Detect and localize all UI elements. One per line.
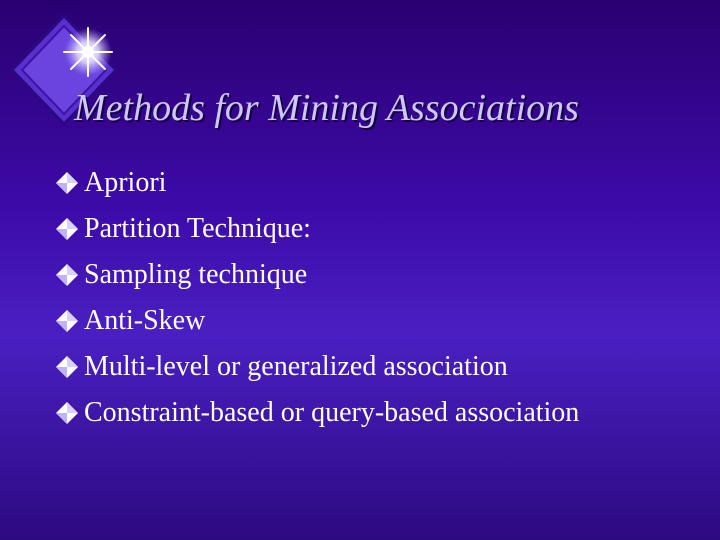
slide-title: Methods for Mining Associations: [74, 87, 579, 129]
bullet-item-partition: [54, 206, 579, 252]
bullet-text: Constraint-based or query-based association: [84, 397, 580, 428]
diamond-bullet-icon: [54, 216, 80, 242]
diamond-bullet-icon: [54, 170, 80, 196]
bullet-text: Partition Technique:: [84, 213, 311, 244]
bullet-item-sampling: [54, 252, 579, 298]
bullet-item-apriori: [54, 160, 579, 206]
bullet-item-constraint-based: [54, 390, 579, 436]
bullet-item-anti-skew: [54, 298, 579, 344]
diamond-bullet-icon: [54, 400, 80, 426]
bullet-list: [54, 160, 579, 436]
bullet-text: Multi-level or generalized association: [84, 351, 508, 382]
bullet-text: Anti-Skew: [84, 305, 206, 336]
bullet-item-multi-level: [54, 344, 579, 390]
diamond-bullet-icon: [54, 308, 80, 334]
diamond-bullet-icon: [54, 262, 80, 288]
bullet-text: Apriori: [84, 167, 167, 198]
diamond-bullet-icon: [54, 354, 80, 380]
bullet-text: Sampling technique: [84, 259, 308, 290]
